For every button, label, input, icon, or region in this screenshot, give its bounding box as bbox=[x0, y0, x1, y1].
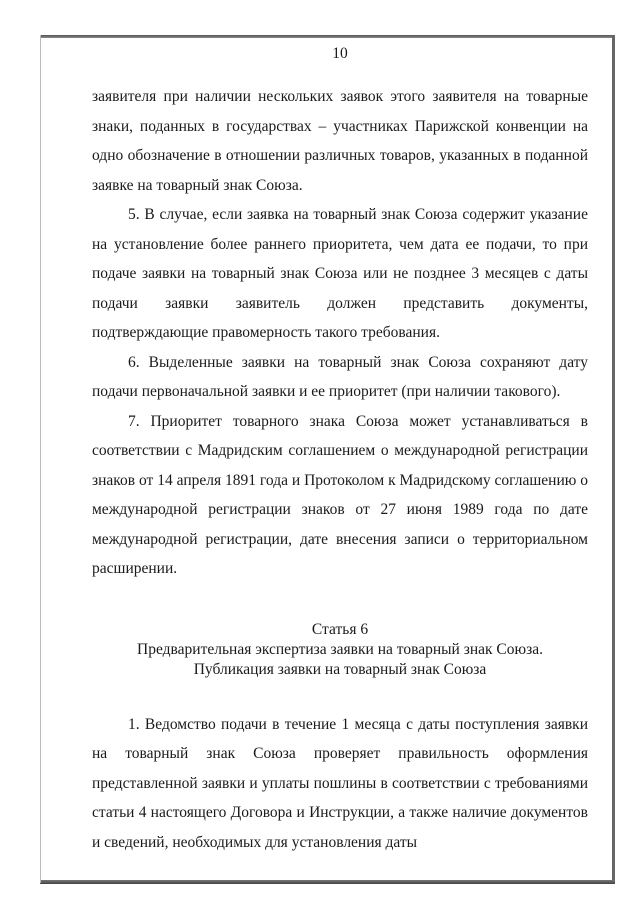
paragraph-continuation: заявителя при наличии нескольких заявок этого заявителя на товарные знаки, поданных в государствах – участниках Парижской конвенции на одно обозначение в отношении различных товаров, указанных в поданной заявке на товарный знак Союза. bbox=[92, 88, 588, 194]
article-number: Статья 6 bbox=[311, 620, 369, 638]
scan-border-top bbox=[40, 35, 615, 38]
paragraph-article6-item-1: 1. Ведомство подачи в течение 1 месяца с даты поступления заявки на товарный знак Союза проверяет правильность оформления представленной заявки и уплаты пошлины в соответствии с требованиями статьи 4 настоящего Договора и Инструкции, а также наличие документов и сведений, необходимых для установления даты bbox=[92, 715, 588, 851]
scan-border-right bbox=[612, 35, 615, 883]
page-number: 10 bbox=[332, 45, 348, 62]
article-heading bbox=[92, 620, 588, 680]
paragraph-item-5: 5. В случае, если заявка на товарный знак Союза содержит указание на установление более раннего приоритета, чем дата ее подачи, то при подаче заявки на товарный знак Союза или не позднее 3 месяцев с даты подачи заявки заявитель должен представить документы, подтверждающие правомерность такого требования. bbox=[92, 206, 588, 341]
paragraph-item-7: 7. Приоритет товарного знака Союза может устанавливаться в соответствии с Мадридским соглашением о международной регистрации знаков от 14 апреля 1891 года и Протоколом к Мадридскому соглашению о международной регистрации знаков от 27 июня 1989 года по дате международной регистрации, дате внесения записи о территориальном расширении. bbox=[92, 412, 588, 577]
paragraph-item-6: 6. Выделенные заявки на товарный знак Союза сохраняют дату подачи первоначальной заявки и ее приоритет (при наличии такового). bbox=[92, 353, 588, 400]
article-title-line-1: Предварительная экспертиза заявки на товарный знак Союза. bbox=[137, 640, 543, 658]
scan-border-bottom bbox=[40, 880, 615, 884]
article-title-line-2: Публикация заявки на товарный знак Союза bbox=[193, 660, 487, 678]
document-page bbox=[92, 44, 588, 857]
scan-border-left bbox=[40, 35, 41, 883]
